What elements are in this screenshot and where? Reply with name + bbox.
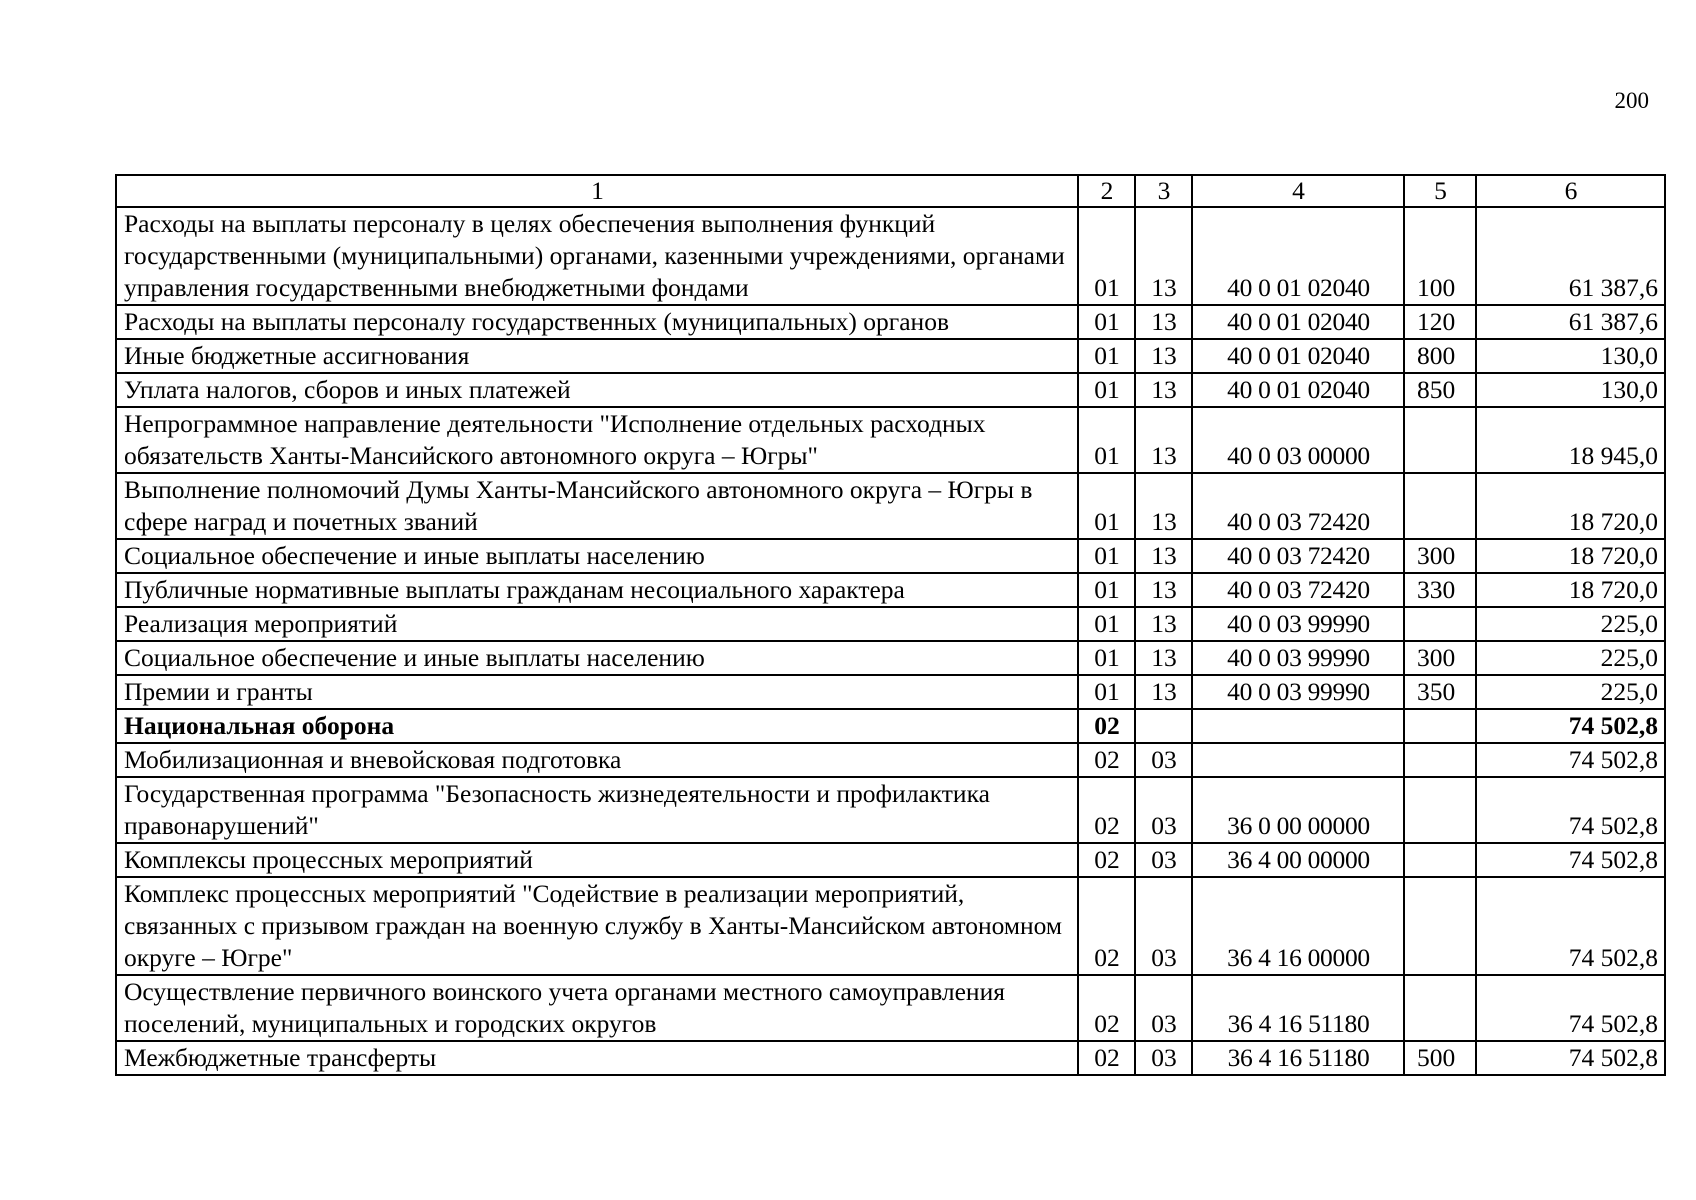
table-row	[116, 743, 1665, 777]
subsection-code-cell: 03	[1135, 843, 1192, 877]
subsection-code-cell: 13	[1135, 573, 1192, 607]
amount-cell: 74 502,8	[1476, 975, 1665, 1041]
subsection-code-cell: 13	[1135, 675, 1192, 709]
target-article-cell: 40 0 03 72420	[1192, 473, 1404, 539]
target-article-cell: 40 0 01 02040	[1192, 339, 1404, 373]
row-name-cell: Комплекс процессных мероприятий "Содействие в реализации мероприятий, связанных с призывом граждан на военную службу в Ханты-Мансийском автономном округе – Югре"	[116, 877, 1078, 975]
table-row	[116, 675, 1665, 709]
expense-type-cell: 800	[1404, 339, 1476, 373]
budget-table	[115, 174, 1666, 1076]
expense-type-cell: 300	[1404, 539, 1476, 573]
subsection-code-cell: 13	[1135, 207, 1192, 305]
table-header-row	[116, 175, 1665, 207]
amount-cell: 225,0	[1476, 641, 1665, 675]
table-row	[116, 975, 1665, 1041]
expense-type-cell: 350	[1404, 675, 1476, 709]
section-code-cell: 01	[1078, 339, 1135, 373]
table-row	[116, 877, 1665, 975]
table-row	[116, 339, 1665, 373]
target-article-cell: 40 0 01 02040	[1192, 373, 1404, 407]
row-name-cell: Национальная оборона	[116, 709, 1078, 743]
section-code-cell: 01	[1078, 607, 1135, 641]
target-article-cell: 40 0 03 72420	[1192, 573, 1404, 607]
row-name-cell: Осуществление первичного воинского учета органами местного самоуправления поселений, муниципальных и городских округов	[116, 975, 1078, 1041]
target-article-cell: 36 0 00 00000	[1192, 777, 1404, 843]
row-name-cell: Расходы на выплаты персоналу в целях обеспечения выполнения функций государственными (муниципальными) органами, казенными учреждениями, органами управления государственными внебюджетными фондами	[116, 207, 1078, 305]
row-name-cell: Иные бюджетные ассигнования	[116, 339, 1078, 373]
expense-type-cell	[1404, 473, 1476, 539]
row-name-cell: Государственная программа "Безопасность жизнедеятельности и профилактика правонарушений"	[116, 777, 1078, 843]
section-code-cell: 02	[1078, 843, 1135, 877]
section-code-cell: 02	[1078, 877, 1135, 975]
amount-cell: 74 502,8	[1476, 709, 1665, 743]
subsection-code-cell: 13	[1135, 305, 1192, 339]
table-row	[116, 843, 1665, 877]
table-row	[116, 407, 1665, 473]
target-article-cell	[1192, 743, 1404, 777]
subsection-code-cell: 03	[1135, 777, 1192, 843]
subsection-code-cell: 13	[1135, 407, 1192, 473]
target-article-cell: 40 0 03 00000	[1192, 407, 1404, 473]
section-code-cell: 01	[1078, 373, 1135, 407]
subsection-code-cell: 13	[1135, 607, 1192, 641]
row-name-cell: Межбюджетные трансферты	[116, 1041, 1078, 1075]
subsection-code-cell: 13	[1135, 373, 1192, 407]
subsection-code-cell: 13	[1135, 641, 1192, 675]
row-name-cell: Публичные нормативные выплаты гражданам несоциального характера	[116, 573, 1078, 607]
row-name-cell: Комплексы процессных мероприятий	[116, 843, 1078, 877]
row-name-cell: Уплата налогов, сборов и иных платежей	[116, 373, 1078, 407]
subsection-code-cell: 13	[1135, 339, 1192, 373]
expense-type-cell	[1404, 843, 1476, 877]
row-name-cell: Социальное обеспечение и иные выплаты населению	[116, 641, 1078, 675]
amount-cell: 18 720,0	[1476, 573, 1665, 607]
section-code-cell: 01	[1078, 207, 1135, 305]
section-code-cell: 01	[1078, 539, 1135, 573]
table-row	[116, 305, 1665, 339]
section-code-cell: 01	[1078, 305, 1135, 339]
row-name-cell: Реализация мероприятий	[116, 607, 1078, 641]
subsection-code-cell: 03	[1135, 743, 1192, 777]
amount-cell: 74 502,8	[1476, 1041, 1665, 1075]
expense-type-cell	[1404, 607, 1476, 641]
section-code-cell: 02	[1078, 709, 1135, 743]
amount-cell: 130,0	[1476, 373, 1665, 407]
amount-cell: 74 502,8	[1476, 843, 1665, 877]
table-row	[116, 1041, 1665, 1075]
target-article-cell	[1192, 709, 1404, 743]
table-row	[116, 607, 1665, 641]
target-article-cell: 40 0 03 72420	[1192, 539, 1404, 573]
section-code-cell: 01	[1078, 675, 1135, 709]
table-row	[116, 573, 1665, 607]
table-row	[116, 777, 1665, 843]
section-code-cell: 01	[1078, 407, 1135, 473]
row-name-cell: Расходы на выплаты персоналу государственных (муниципальных) органов	[116, 305, 1078, 339]
expense-type-cell: 330	[1404, 573, 1476, 607]
target-article-cell: 36 4 00 00000	[1192, 843, 1404, 877]
target-article-cell: 40 0 03 99990	[1192, 675, 1404, 709]
expense-type-cell	[1404, 743, 1476, 777]
column-header-1: 1	[116, 175, 1078, 207]
amount-cell: 61 387,6	[1476, 305, 1665, 339]
subsection-code-cell: 03	[1135, 1041, 1192, 1075]
amount-cell: 74 502,8	[1476, 777, 1665, 843]
row-name-cell: Премии и гранты	[116, 675, 1078, 709]
section-code-cell: 02	[1078, 1041, 1135, 1075]
expense-type-cell: 300	[1404, 641, 1476, 675]
row-name-cell: Мобилизационная и вневойсковая подготовка	[116, 743, 1078, 777]
subsection-code-cell: 13	[1135, 473, 1192, 539]
row-name-cell: Социальное обеспечение и иные выплаты населению	[116, 539, 1078, 573]
section-code-cell: 01	[1078, 473, 1135, 539]
row-name-cell: Выполнение полномочий Думы Ханты-Мансийского автономного округа – Югры в сфере наград и почетных званий	[116, 473, 1078, 539]
subsection-code-cell: 13	[1135, 539, 1192, 573]
expense-type-cell: 100	[1404, 207, 1476, 305]
amount-cell: 18 720,0	[1476, 539, 1665, 573]
amount-cell: 225,0	[1476, 675, 1665, 709]
section-code-cell: 01	[1078, 641, 1135, 675]
amount-cell: 130,0	[1476, 339, 1665, 373]
table-row	[116, 473, 1665, 539]
column-header-4: 4	[1192, 175, 1404, 207]
column-header-2: 2	[1078, 175, 1135, 207]
expense-type-cell	[1404, 407, 1476, 473]
column-header-6: 6	[1476, 175, 1665, 207]
expense-type-cell	[1404, 709, 1476, 743]
subsection-code-cell	[1135, 709, 1192, 743]
target-article-cell: 40 0 03 99990	[1192, 607, 1404, 641]
subsection-code-cell: 03	[1135, 975, 1192, 1041]
column-header-3: 3	[1135, 175, 1192, 207]
expense-type-cell: 500	[1404, 1041, 1476, 1075]
expense-type-cell: 850	[1404, 373, 1476, 407]
column-header-5: 5	[1404, 175, 1476, 207]
amount-cell: 74 502,8	[1476, 877, 1665, 975]
table-row	[116, 539, 1665, 573]
expense-type-cell	[1404, 975, 1476, 1041]
subsection-code-cell: 03	[1135, 877, 1192, 975]
amount-cell: 225,0	[1476, 607, 1665, 641]
amount-cell: 18 720,0	[1476, 473, 1665, 539]
table-row	[116, 207, 1665, 305]
expense-type-cell	[1404, 877, 1476, 975]
table-body	[116, 207, 1665, 1075]
section-code-cell: 01	[1078, 573, 1135, 607]
table-row	[116, 373, 1665, 407]
amount-cell: 74 502,8	[1476, 743, 1665, 777]
table-row	[116, 709, 1665, 743]
target-article-cell: 40 0 01 02040	[1192, 207, 1404, 305]
target-article-cell: 40 0 01 02040	[1192, 305, 1404, 339]
target-article-cell: 36 4 16 51180	[1192, 1041, 1404, 1075]
expense-type-cell: 120	[1404, 305, 1476, 339]
amount-cell: 18 945,0	[1476, 407, 1665, 473]
target-article-cell: 36 4 16 51180	[1192, 975, 1404, 1041]
page-number: 200	[1614, 88, 1649, 113]
expense-type-cell	[1404, 777, 1476, 843]
amount-cell: 61 387,6	[1476, 207, 1665, 305]
section-code-cell: 02	[1078, 777, 1135, 843]
target-article-cell: 40 0 03 99990	[1192, 641, 1404, 675]
target-article-cell: 36 4 16 00000	[1192, 877, 1404, 975]
section-code-cell: 02	[1078, 743, 1135, 777]
table-row	[116, 641, 1665, 675]
row-name-cell: Непрограммное направление деятельности "Исполнение отдельных расходных обязательств Ханты-Мансийского автономного округа – Югры"	[116, 407, 1078, 473]
section-code-cell: 02	[1078, 975, 1135, 1041]
